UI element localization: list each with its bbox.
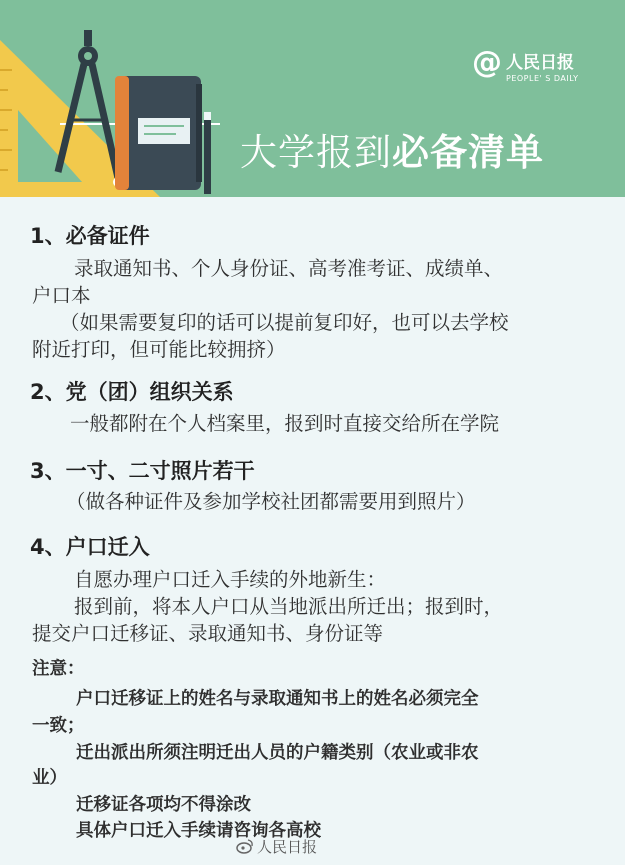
page-title [240, 122, 544, 176]
section-heading-documents: 1、必备证件 [30, 224, 150, 248]
note-line: 一致； [32, 716, 85, 736]
section-heading-photos: 3、一寸、二寸照片若干 [30, 459, 255, 483]
section-line: （做各种证件及参加学校社团都需要用到照片） [66, 490, 476, 513]
section-line: 户口本 [32, 284, 91, 307]
section-line: 附近打印，但可能比较拥挤） [32, 338, 286, 361]
watermark-text: 人民日报 [257, 838, 318, 856]
section-heading-party-relations: 2、党（团）组织关系 [30, 380, 234, 404]
note-line: 户口迁移证上的姓名与录取通知书上的姓名必须完全 [76, 689, 479, 709]
pen-icon [204, 112, 211, 194]
section-heading-household-registration: 4、户口迁入 [30, 535, 150, 559]
weibo-icon [236, 838, 254, 854]
at-icon: @ [472, 45, 502, 80]
section-line: 一般都附在个人档案里，报到时直接交给所在学院 [70, 412, 500, 435]
section-line: 报到前，将本人户口从当地派出所迁出；报到时， [74, 595, 504, 618]
logo-name: 人民日报 [506, 53, 574, 73]
section-line: 录取通知书、个人身份证、高考准考证、成绩单、 [74, 257, 504, 280]
section-line: 自愿办理户口迁入手续的外地新生： [74, 568, 387, 591]
header-banner [0, 0, 625, 197]
people-daily-logo [472, 45, 612, 88]
logo-subtitle: PEOPLE' S DAILY [506, 74, 579, 83]
note-line: 迁移证各项均不得涂改 [76, 795, 251, 815]
note-line: 迁出派出所须注明迁出人员的户籍类别（农业或非农 [76, 743, 479, 763]
note-line: 业） [32, 768, 67, 788]
title-part-normal: 大学报到 [240, 131, 392, 174]
section-line: （如果需要复印的话可以提前复印好，也可以去学校 [60, 311, 509, 334]
note-line: 具体户口迁入手续请咨询各高校 [76, 821, 321, 841]
notebook-icon [115, 76, 202, 190]
title-part-bold: 必备清单 [392, 131, 544, 174]
section-line: 提交户口迁移证、录取通知书、身份证等 [32, 622, 384, 645]
notes-label: 注意： [32, 659, 85, 679]
